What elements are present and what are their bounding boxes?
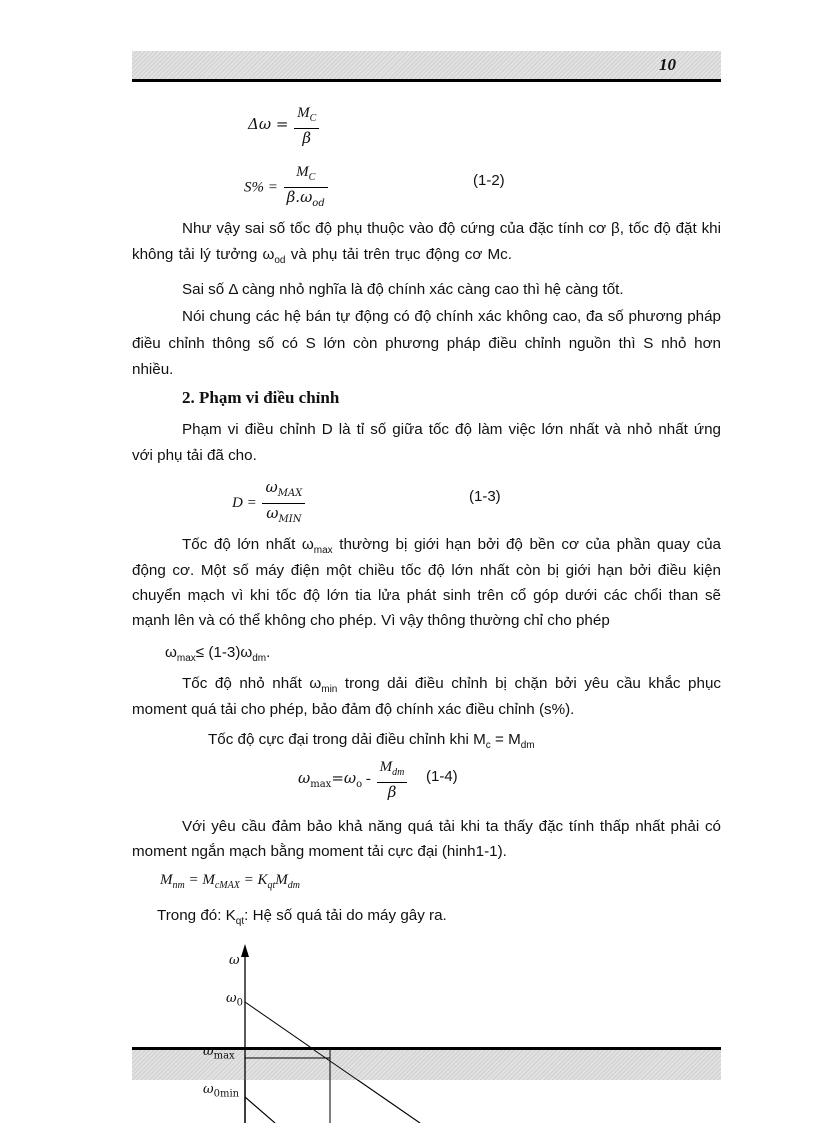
- formula-delta-omega: Δω = $\frac{M_C}{\beta}$: [248, 104, 321, 147]
- paragraph-line: chuyển mạch vì khi tốc độ lớn tia lửa phát sinh trên cổ góp dưới các chổi than sẽ: [132, 587, 721, 604]
- paragraph-line: Sai số Δ càng nhỏ nghĩa là độ chính xác càng cao thì hệ càng tốt.: [182, 281, 624, 298]
- paragraph-line: moment quá tải cho phép, bảo đảm độ chính xác điều chỉnh (s%).: [132, 701, 575, 718]
- fraction: $\frac{M_{dm}}{\beta}$: [377, 758, 408, 801]
- formula-s-percent: S% = $\frac{M_C}{\beta.\omega_{od}}$: [244, 163, 330, 213]
- paragraph-line: Trong đó: $K_{qt}$: Hệ số quá tải do máy gây ra.: [157, 907, 447, 928]
- paragraph-line: Tốc độ nhỏ nhất $\omega_{min}$ trong dải điều chỉnh bị chặn bởi yêu cầu khắc phục: [182, 675, 721, 696]
- label-omega0min: $\omega_{0min}$: [203, 1082, 240, 1100]
- formula-range: D = $\frac{\omega_{MAX}}{\omega_{MIN}}$: [232, 478, 307, 529]
- paragraph-line: Như vậy sai số tốc độ phụ thuộc vào độ cứng của đặc tính cơ β, tốc độ đặt khi: [182, 220, 721, 237]
- paragraph-line: nhiều.: [132, 361, 174, 378]
- paragraph-line: Tốc độ cực đại trong dải điều chỉnh khi $M_c = M_{dm}$: [208, 731, 535, 752]
- formula-moment: $M_{nm} = M_{cMAX} = K_{qt}M_{dm}$: [160, 872, 301, 891]
- section-heading: 2. Phạm vi điều chỉnh: [182, 388, 340, 407]
- paragraph-line: động cơ. Một số máy điện một chiều tốc độ lớn nhất còn bị giới hạn bởi điều kiện: [132, 562, 721, 579]
- fraction: $\frac{\omega_{MAX}}{\omega_{MIN}}$: [262, 478, 305, 529]
- fraction: $\frac{M_C}{\beta.\omega_{od}}$: [284, 163, 328, 213]
- paragraph-line: mạnh lên và có thể không cho phép. Vì vậy thông thường chỉ cho phép: [132, 612, 610, 629]
- label-omega0: $\omega_0$: [226, 991, 243, 1009]
- paragraph-line: Với yêu cầu đảm bảo khả năng quá tải khi ta thấy đặc tính thấp nhất phải có: [182, 818, 721, 835]
- paragraph-line: điều chỉnh thông số có S lớn còn phương pháp điều chỉnh nguồn thì S nhỏ hơn: [132, 335, 721, 352]
- paragraph-line: moment ngắn mạch bằng moment tải cực đại (hinh1-1).: [132, 843, 507, 860]
- paragraph-line: Nói chung các hệ bán tự động có độ chính xác không cao, đa số phương pháp: [182, 308, 721, 325]
- equation-number: (1-4): [426, 768, 458, 785]
- characteristic-line-omega0min: [245, 1097, 275, 1123]
- paragraph-line: $\omega_{max}\le (1-3)\omega_{dm}$.: [165, 644, 271, 665]
- page-number: 10: [659, 55, 676, 74]
- paragraph-line: không tải lý tưởng $\omega_{od}$ và phụ tải trên trục động cơ Mc.: [132, 246, 512, 267]
- label-omega-max: $\omega_{max}$: [203, 1044, 235, 1062]
- paragraph-line: Phạm vi điều chỉnh D là tỉ số giữa tốc độ làm việc lớn nhất và nhỏ nhất ứng: [182, 421, 721, 438]
- paragraph-line: với phụ tải đã cho.: [132, 447, 257, 464]
- equation-number: (1-2): [473, 172, 505, 189]
- paragraph-line: Tốc độ lớn nhất $\omega_{max}$ thường bị giới hạn bởi độ bền cơ của phần quay của: [182, 536, 721, 557]
- axis-label-omega: ω: [229, 953, 240, 968]
- formula-omega-max: $\omega_{max}=\omega_o$ - $\frac{M_{dm}}{\beta}$: [298, 758, 409, 801]
- fraction: $\frac{M_C}{\beta}$: [294, 104, 319, 147]
- equation-number: (1-3): [469, 488, 501, 505]
